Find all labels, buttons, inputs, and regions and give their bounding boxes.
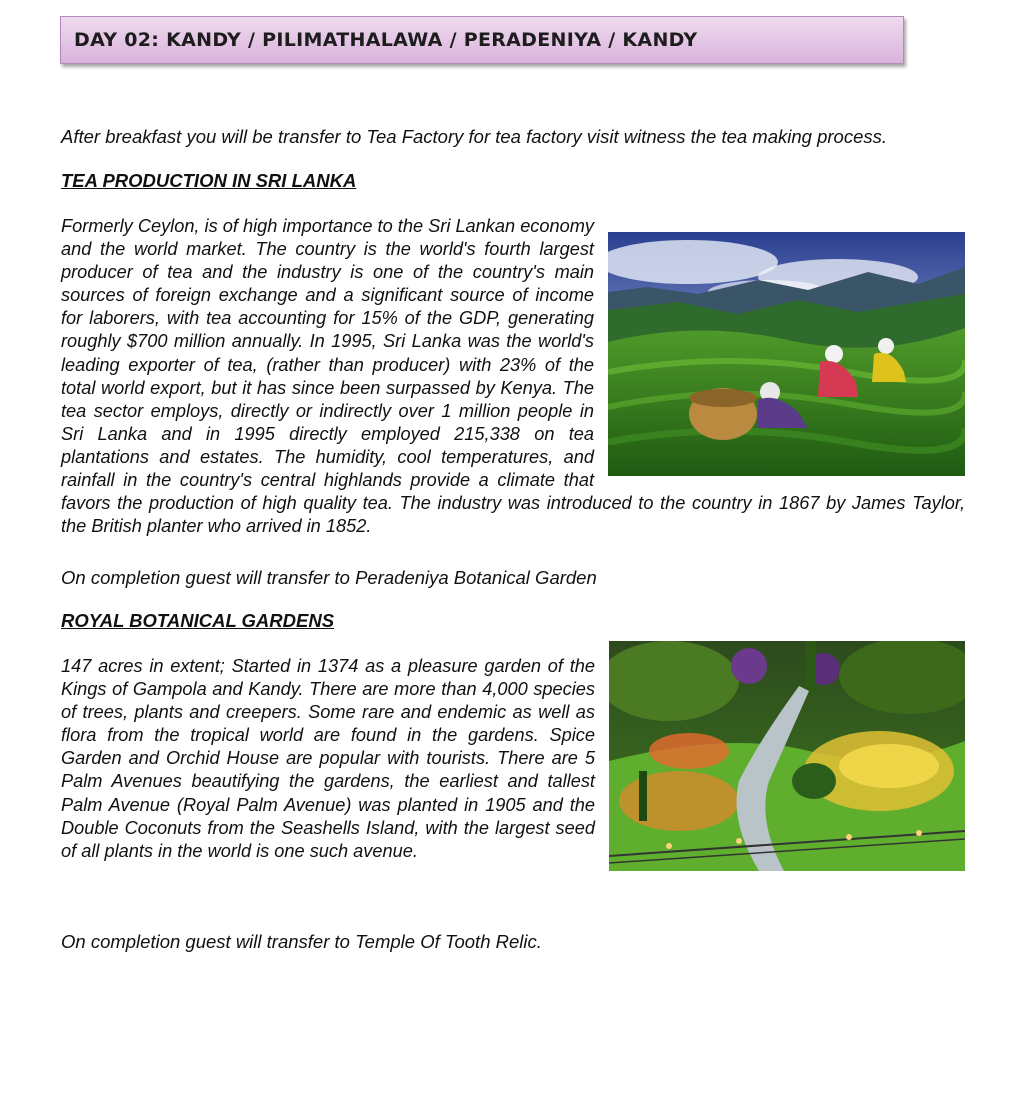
tea-plantation-image [608,232,965,476]
botanical-garden-image [609,641,965,871]
day-title: DAY 02: KANDY / PILIMATHALAWA / PERADENIYA / KANDY [74,29,698,51]
tea-paragraph: Formerly Ceylon, is of high importance to the Sri Lankan economy and the world market. The country is the world's fourth largest producer of tea and the industry is one of the country's main sources of foreign exchange and a significant source of income for laborers, with tea accounting for 15% of the GDP, generating roughly $700 million annually. In 1995, Sri Lanka was the world's leading exporter of tea, (rather than producer) with 23% of the total world export, but it has since been surpassed by Kenya. The tea sector employs, directly or indirectly over 1 million people in Sri Lanka and in 1995 directly employed 215,338 on tea plantations and estates. The humidity, cool temperatures, and rainfall in the country's central highlands provide a climate that favors the production of high quality tea. The industry was introduced to the country in 1867 by James Taylor, the British planter who arrived in 1852. [61,216,965,537]
day-header [60,16,904,64]
garden-paragraph: 147 acres in extent; Started in 1374 as a pleasure garden of the Kings of Gampola and Kandy. There are more than 4,000 species of trees, plants and creepers. Some rare and endemic as well as flora from the tropical world are found in the gardens. Spice Garden and Orchid House are popular with tourists. There are 5 Palm Avenues beautifying the gardens, the earliest and tallest Palm Avenue (Royal Palm Avenue) was planted in 1905 and the Double Coconuts from the Seashells Island, with the largest seed of all plants in the world is one such avenue. [61,656,595,861]
tea-heading: TEA PRODUCTION IN SRI LANKA [61,170,357,191]
garden-paragraph-block [61,655,965,871]
garden-heading: ROYAL BOTANICAL GARDENS [61,610,335,631]
intro-text: After breakfast you will be transfer to Tea Factory for tea factory visit witness the tea making process. [61,126,888,147]
transfer-garden-text: On completion guest will transfer to Peradeniya Botanical Garden [61,567,597,588]
transfer-temple-text: On completion guest will transfer to Temple Of Tooth Relic. [61,931,542,952]
tea-paragraph-block [61,215,965,538]
